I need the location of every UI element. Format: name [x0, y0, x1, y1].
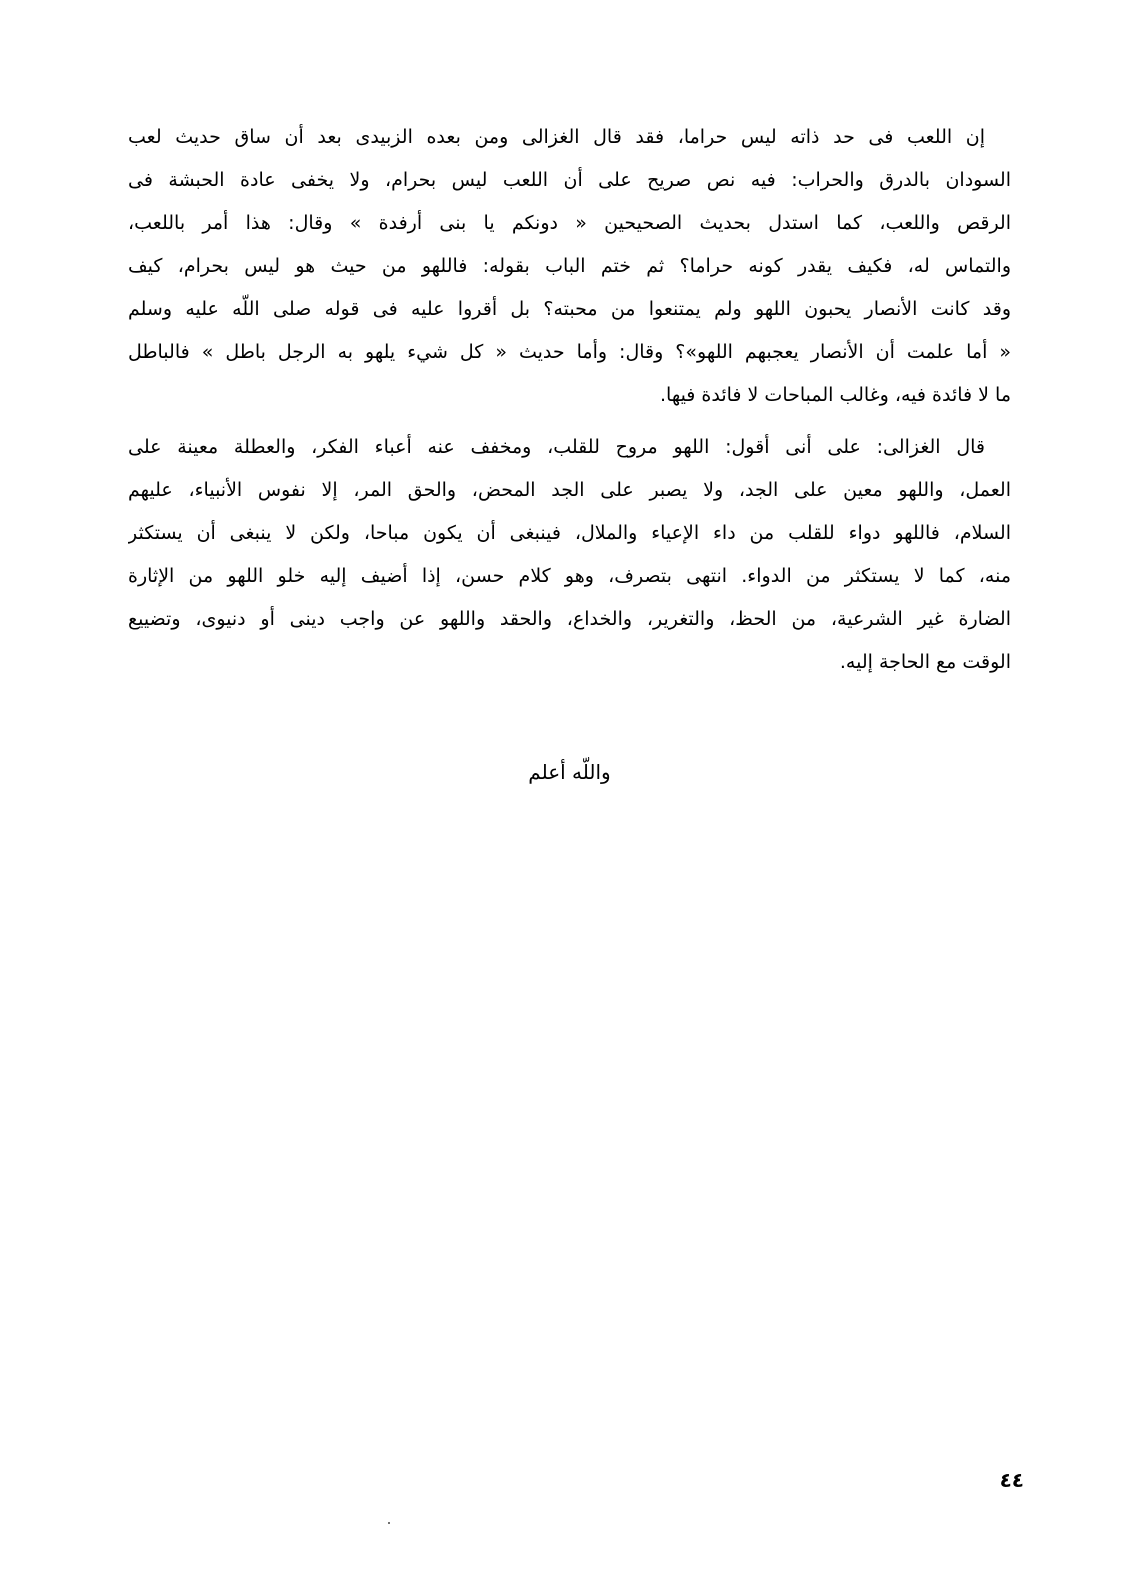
- scan-speck: [388, 1522, 390, 1524]
- paragraph-line: « أما علمت أن الأنصار يعجبهم اللهو»؟ وقال: وأما حديث « كل شيء يلهو به الرجل باطل » فالباطل: [128, 341, 1011, 363]
- paragraph-line: والتماس له، فكيف يقدر كونه حراما؟ ثم ختم الباب بقوله: فاللهو من حيث هو ليس بحرام، كيف: [128, 255, 1011, 277]
- paragraph-line: السودان بالدرق والحراب: فيه نص صريح على أن اللعب ليس بحرام، ولا يخفى عادة الحبشة فى: [128, 169, 1011, 191]
- paragraph-line: وقد كانت الأنصار يحبون اللهو ولم يمتنعوا من محبته؟ بل أقروا عليه فى قوله صلى اللّه عليه وسلم: [128, 298, 1011, 320]
- paragraph-2: [128, 426, 1011, 684]
- closing-phrase: واللّه أعلم: [528, 760, 611, 784]
- paragraph-line: الضارة غير الشرعية، من الحظ، والتغرير، والخداع، والحقد واللهو عن واجب دينى أو دنيوى، وتضييع: [128, 608, 1011, 630]
- paragraph-line: قال الغزالى: على أنى أقول: اللهو مروح للقلب، ومخفف عنه أعباء الفكر، والعطلة معينة على: [128, 436, 985, 458]
- paragraph-line: الوقت مع الحاجة إليه.: [839, 651, 1011, 673]
- paragraph-line: منه، كما لا يستكثر من الدواء. انتهى بتصرف، وهو كلام حسن، إذا أضيف إليه خلو اللهو من الإثارة: [128, 565, 1011, 587]
- paragraph-1: [128, 116, 1011, 417]
- paragraph-line: ما لا فائدة فيه، وغالب المباحات لا فائدة فيها.: [659, 384, 1011, 406]
- paragraph-line: العمل، واللهو معين على الجد، ولا يصبر على الجد المحض، والحق المر، إلا نفوس الأنبياء، عليهم: [128, 479, 1011, 501]
- page-number: ٤٤: [999, 1468, 1024, 1492]
- paragraph-line: الرقص واللعب، كما استدل بحديث الصحيحين « دونكم يا بنى أرفدة » وقال: هذا أمر باللعب،: [128, 212, 1011, 234]
- paragraph-line: إن اللعب فى حد ذاته ليس حراما، فقد قال الغزالى ومن بعده الزبيدى بعد أن ساق حديث لعب: [128, 126, 985, 148]
- paragraph-line: السلام، فاللهو دواء للقلب من داء الإعياء والملال، فينبغى أن يكون مباحا، ولكن لا ينبغى أن يستكثر: [128, 522, 1011, 544]
